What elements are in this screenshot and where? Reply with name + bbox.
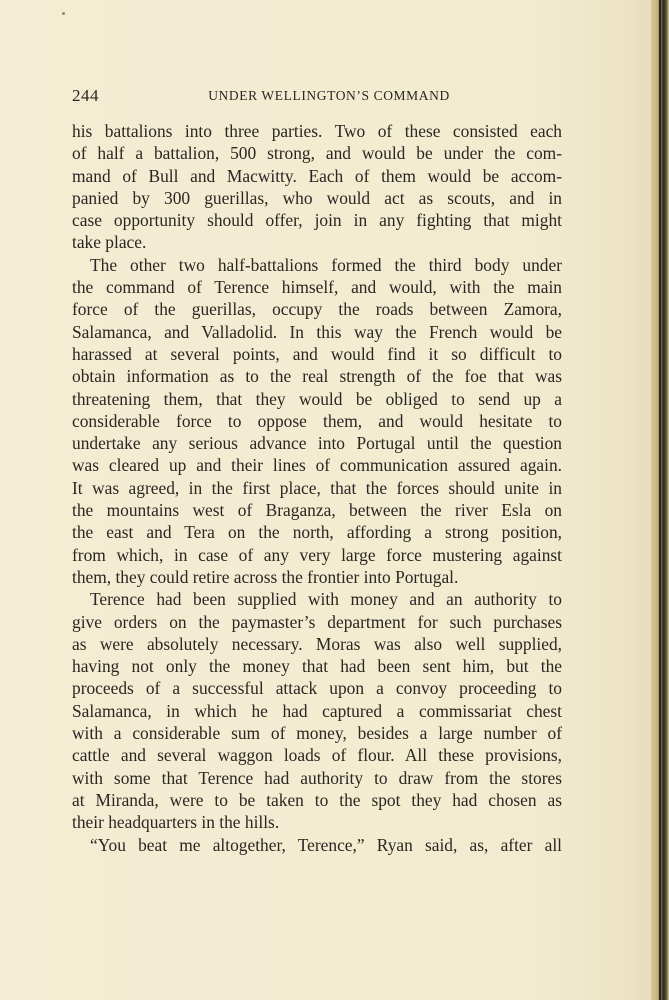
text-line: from which, in case of any very large force mustering against xyxy=(72,544,562,565)
text-line: The other two half-battalions formed the third body under xyxy=(90,254,562,275)
text-line: considerable force to oppose them, and would hesitate to xyxy=(72,410,562,431)
text-line: panied by 300 guerillas, who would act as scouts, and in xyxy=(72,187,562,208)
text-line: obtain information as to the real strength of the foe that was xyxy=(72,366,562,387)
text-line: proceeds of a successful attack upon a convoy proceeding to xyxy=(72,678,562,699)
text-line: the mountains west of Braganza, between the river Esla on xyxy=(72,500,562,521)
text-line: the command of Terence himself, and would, with the main xyxy=(72,277,562,298)
text-line: them, they could retire across the frontier into Portugal. xyxy=(72,566,459,587)
gutter-edge-line xyxy=(659,0,661,1000)
text-line: of half a battalion, 500 strong, and would be under the com- xyxy=(72,143,562,164)
text-line: It was agreed, in the first place, that the forces should unite in xyxy=(72,477,562,498)
text-line: Salamanca, in which he had captured a commissariat chest xyxy=(72,700,562,721)
paper-speck xyxy=(62,12,65,15)
page-number: 244 xyxy=(72,86,99,105)
text-line: Terence had been supplied with money and an authority to xyxy=(90,589,562,610)
text-line: give orders on the paymaster’s department for such purchases xyxy=(72,611,562,632)
text-line: cattle and several waggon loads of flour. All these provisions, xyxy=(72,745,562,766)
text-line: the east and Tera on the north, affording a strong position, xyxy=(72,522,562,543)
body-text xyxy=(72,120,562,856)
text-line: his battalions into three parties. Two of these consisted each xyxy=(72,121,562,141)
text-line: force of the guerillas, occupy the roads between Zamora, xyxy=(72,299,562,320)
text-line: at Miranda, were to be taken to the spot they had chosen as xyxy=(72,789,562,810)
text-line: undertake any serious advance into Portugal until the question xyxy=(72,433,562,454)
text-line: case opportunity should offer, join in any fighting that might xyxy=(72,210,562,231)
book-spine-gutter xyxy=(651,0,669,1000)
text-line: their headquarters in the hills. xyxy=(72,812,280,833)
text-line: having not only the money that had been sent him, but the xyxy=(72,656,562,677)
text-line: mand of Bull and Macwitty. Each of them would be accom- xyxy=(72,165,562,186)
text-line: with a considerable sum of money, besides a large number of xyxy=(72,723,562,744)
text-line: Salamanca, and Valladolid. In this way the French would be xyxy=(72,321,562,342)
text-line: take place. xyxy=(72,232,147,253)
text-line: was cleared up and their lines of communication assured again. xyxy=(72,455,562,476)
text-line: with some that Terence had authority to draw from the stores xyxy=(72,767,562,788)
text-line: threatening them, that they would be obliged to send up a xyxy=(72,388,562,409)
page-header xyxy=(72,86,562,108)
text-line: as were absolutely necessary. Moras was also well supplied, xyxy=(72,633,562,654)
text-line: “You beat me altogether, Terence,” Ryan said, as, after all xyxy=(90,834,562,855)
running-head: UNDER WELLINGTON’S COMMAND xyxy=(208,88,450,103)
text-line: harassed at several points, and would find it so difficult to xyxy=(72,343,562,364)
